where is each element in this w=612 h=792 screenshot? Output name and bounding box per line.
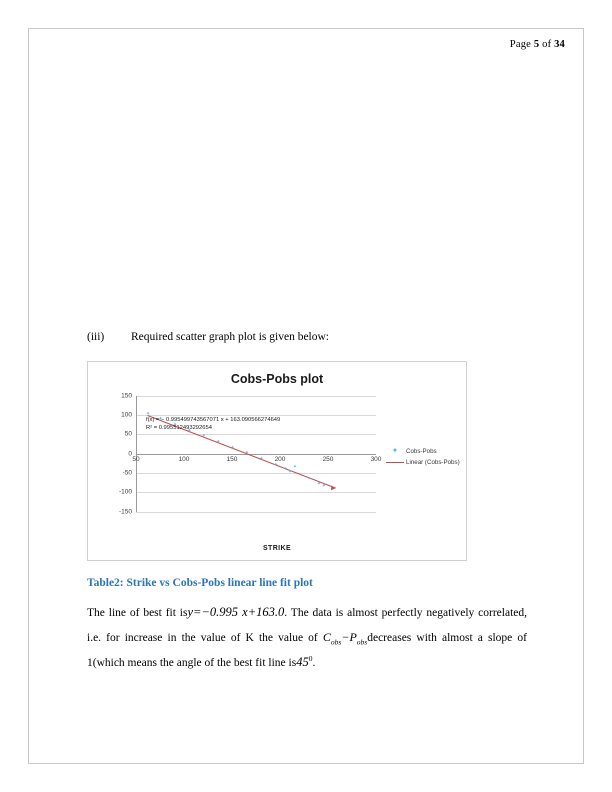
chart-equation-annotation: f(x) = − 0.995499743567071 x + 163.090566274649	[146, 416, 281, 423]
xtick-label: 100	[178, 455, 190, 463]
symbol-p-subscript: obs	[356, 637, 368, 647]
ytick-label: 100	[121, 411, 132, 419]
xtick-label: 150	[226, 455, 238, 463]
scatter-point	[307, 478, 310, 481]
chart-r2-annotation: R² = 0.995512493292654	[146, 424, 212, 431]
section-marker: (iii)	[87, 331, 105, 343]
scatter-point	[322, 485, 325, 488]
chart-series-svg	[136, 396, 376, 512]
page-header-prefix: Page	[509, 39, 534, 50]
figure-caption: Table2: Strike vs Cobs-Pobs linear line fit plot	[87, 576, 313, 589]
scatter-point	[231, 447, 234, 450]
equation-best-fit: y=−0.995 x+163.0	[187, 604, 285, 619]
document-page	[28, 28, 584, 764]
paragraph-part1: The line of best fit is	[87, 606, 188, 619]
page-number-header	[510, 39, 565, 50]
paragraph-part3: decreases with almost a slope of 1(which means the angle of the best fit line is	[87, 631, 527, 669]
paragraph-part4: .	[312, 656, 316, 669]
chart-plot-area	[118, 392, 382, 516]
paragraph-part2: . The data is almost perfectly negatively correlated, i.e. for increase in the value of K the value of	[87, 606, 528, 644]
chart-legend	[384, 446, 460, 468]
scatter-point	[259, 458, 262, 461]
scatter-point	[146, 413, 149, 416]
chart-cobs-pobs-plot	[87, 361, 467, 561]
scatter-marker-icon: ✦	[391, 446, 399, 456]
section-text: Required scatter graph plot is given below:	[131, 331, 330, 343]
ytick-label: 0	[128, 450, 132, 458]
line-marker-icon	[384, 462, 406, 463]
section-heading	[87, 329, 527, 346]
ytick-label: -150	[118, 508, 132, 516]
xtick-label: 250	[322, 455, 334, 463]
body-paragraph	[87, 600, 527, 675]
symbol-p: P	[349, 629, 357, 644]
legend-item-scatter	[384, 446, 460, 457]
page-header-current: 5	[533, 39, 540, 50]
page-header-total: 34	[554, 39, 565, 50]
symbol-c: C	[322, 629, 331, 644]
scatter-point	[288, 471, 291, 474]
scatter-point	[317, 483, 320, 486]
scatter-point	[293, 466, 296, 469]
xtick-label: 50	[132, 455, 140, 463]
legend-label: Linear (Cobs-Pobs)	[406, 458, 460, 466]
scatter-point	[245, 452, 248, 455]
scatter-point	[274, 464, 277, 467]
legend-item-linear	[384, 457, 460, 468]
symbol-cobs-minus-pobs	[322, 629, 368, 647]
legend-label: Cobs-Pobs	[406, 447, 437, 455]
xtick-label: 300	[370, 455, 382, 463]
scatter-point	[216, 441, 219, 444]
symbol-c-subscript: obs	[330, 637, 342, 647]
page-content	[87, 329, 527, 675]
page-header-middle: of	[539, 39, 555, 50]
ytick-label: -50	[122, 469, 132, 477]
chart-title: Cobs-Pobs plot	[230, 371, 324, 386]
symbol-minus: −	[341, 629, 350, 644]
xtick-label: 200	[274, 455, 286, 463]
trendline-endpoint	[331, 485, 336, 490]
chart-x-axis-label: STRIKE	[262, 544, 292, 552]
ytick-label: 150	[121, 392, 132, 400]
scatter-point	[202, 435, 205, 438]
gridline-minus150	[136, 512, 376, 513]
scatter-point	[283, 468, 286, 471]
angle-value: 45	[296, 654, 309, 669]
ytick-label: -100	[118, 488, 132, 496]
ytick-label: 50	[124, 430, 132, 438]
angle-degree-sup: 0	[308, 653, 313, 663]
